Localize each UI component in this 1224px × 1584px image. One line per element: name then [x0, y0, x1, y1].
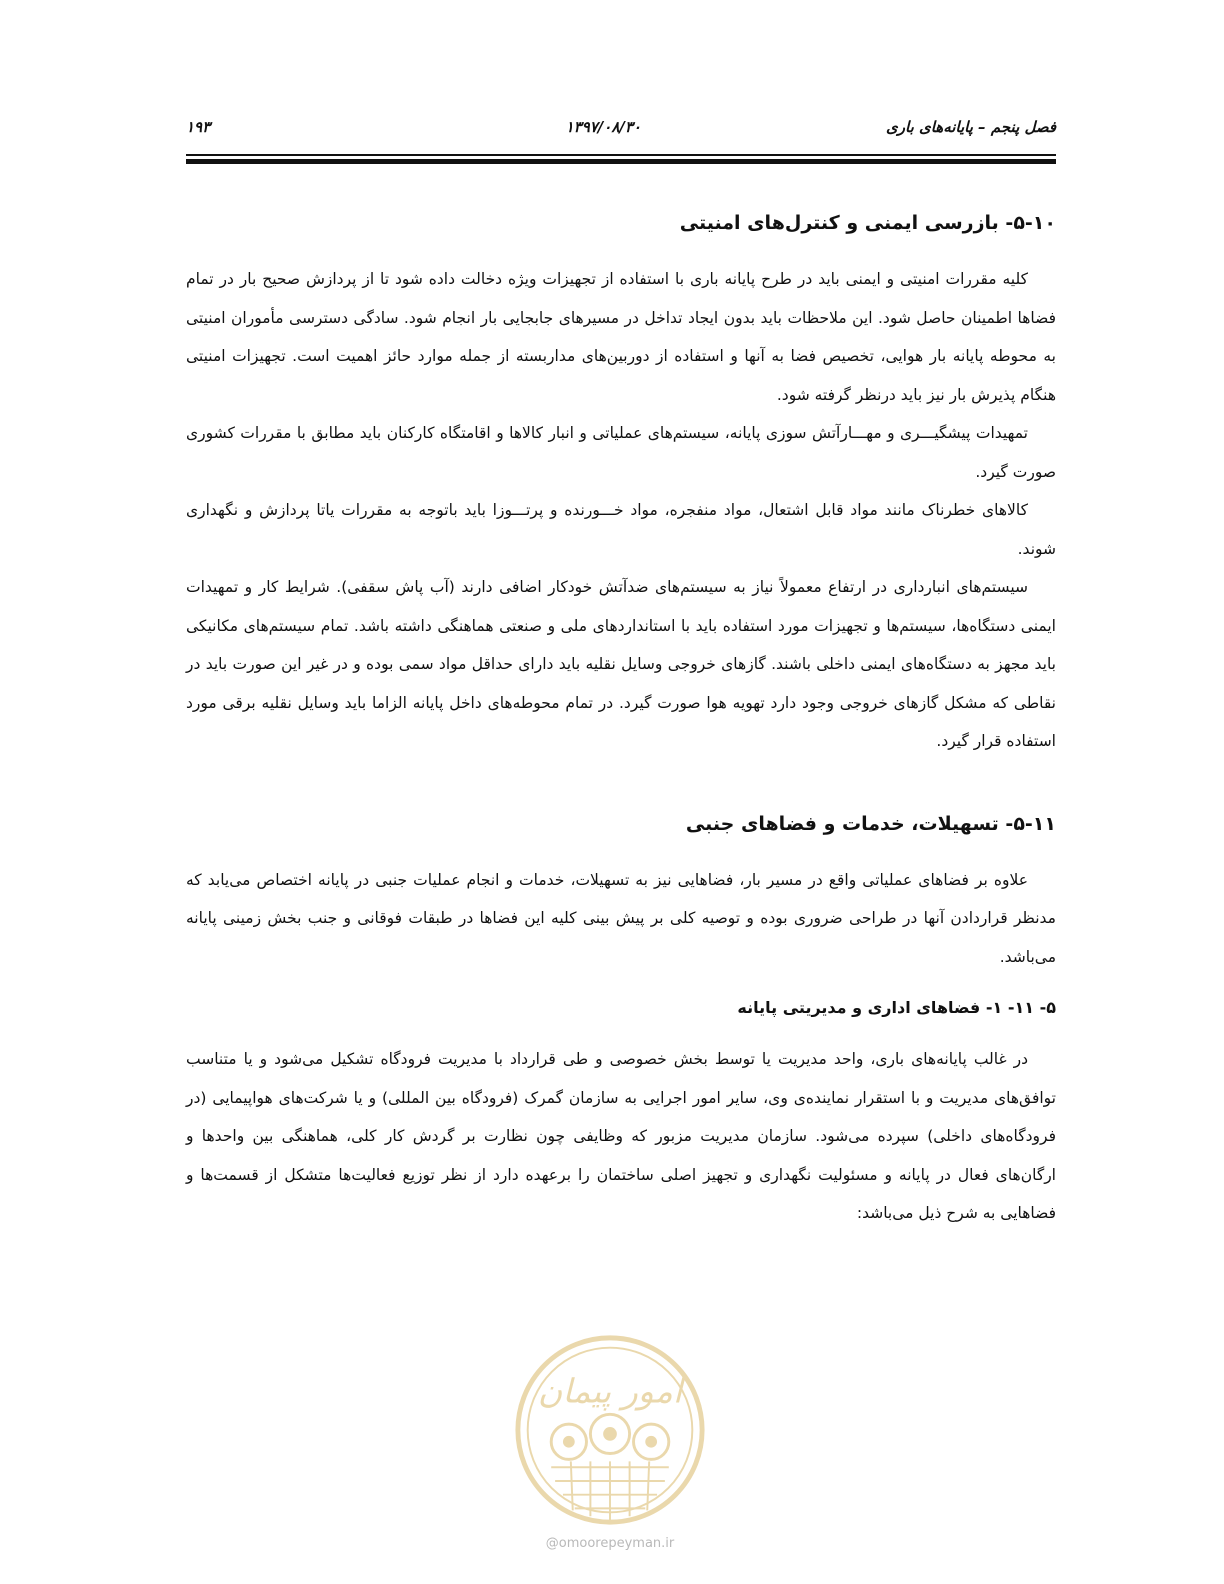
main-content	[186, 200, 1056, 1233]
running-header	[186, 118, 1056, 146]
paragraph: تمهیدات پیشگیـــری و مهـــارآتش سوزی پایانه، سیستم‌های عملیاتی و انبار کالاها و اقامتگاه کارکنان باید مطابق با مقررات کشوری صورت گیرد.	[186, 424, 1056, 481]
watermark-url: @omoorepeyman.ir	[545, 1536, 675, 1551]
watermark-logo-text: امور پیمان	[537, 1371, 683, 1411]
paragraph: کلیه مقررات امنیتی و ایمنی باید در طرح پایانه باری با استفاده از تجهیزات ویژه دخالت داده شود تا از پردازش صحیح بار در تمام فضاها اطمینان حاصل شود. این ملاحظات باید بدون ایجاد تداخل در مسیرهای جابجایی بار انجام شود. سادگی دسترسی مأموران امنیتی به محوطه پایانه بار هوایی، تخصیص فضا به آنها و استفاده از دوربین‌های مداربسته از جمله موارد حائز اهمیت است. تجهیزات امنیتی هنگام پذیرش بار نیز باید درنظر گرفته شود.	[186, 270, 1056, 404]
header-rule-thick	[186, 159, 1056, 164]
paragraph: سیستم‌های انبارداری در ارتفاع معمولاً نیاز به سیستم‌های ضدآتش خودکار اضافی دارند (آب پاش سقفی). شرایط کار و تمهیدات ایمنی دستگاه‌ها، سیستم‌ها و تجهیزات مورد استفاده باید با استانداردهای ملی و صنعتی هماهنگی داشته باشد. تمام سیستم‌های مکانیکی باید مجهز به دستگاه‌های ایمنی داخلی باشند. گازهای خروجی وسایل نقلیه باید دارای حداقل مواد سمی بوده و در غیر این صورت باید در نقاطی که مشکل گازهای خروجی وجود دارد تهویه هوا صورت گیرد. در تمام محوطه‌های داخل پایانه الزاما باید وسایل نقلیه برقی مورد استفاده قرار گیرد.	[186, 578, 1056, 750]
page-number: ۱۹۳	[186, 118, 211, 136]
header-rule-thin	[186, 154, 1056, 156]
header-date: ۱۳۹۷/۰۸/۳۰	[565, 118, 641, 136]
section-heading-5-11: ۵-۱۱- تسهیلات، خدمات و فضاهای جنبی	[685, 812, 1056, 835]
watermark-logo	[512, 1332, 708, 1528]
paragraph: کالاهای خطرناک مانند مواد قابل اشتعال، مواد منفجره، مواد خـــورنده و پرتـــوزا باید باتوجه به مقررات یاتا پردازش و نگهداری شوند.	[186, 501, 1056, 558]
chapter-title: فصل پنجم – پایانه‌های باری	[886, 118, 1056, 136]
paragraph: علاوه بر فضاهای عملیاتی واقع در مسیر بار، فضاهایی نیز به تسهیلات، خدمات و انجام عملیات جنبی در پایانه اختصاص می‌یابد که مدنظر قراردادن آنها در طراحی ضروری بوده و توصیه کلی بر پیش بینی کلیه این فضاها در طبقات فوقانی و جنب بخش زمینی پایانه می‌باشد.	[186, 870, 1056, 966]
paragraph: در غالب پایانه‌های باری، واحد مدیریت یا توسط بخش خصوصی و طی قرارداد با مدیریت فرودگاه تشکیل می‌شود و یا متناسب توافق‌های مدیریت و با استقرار نماینده‌ی وی، سایر امور اجرایی به سازمان گمرک (فرودگاه بین المللی) و یا شرکت‌های هواپیمایی (در فرودگاه‌های داخلی) سپرده می‌شود. سازمان مدیریت مزبور که وظایفی چون نظارت بر گردش کار کلی، هماهنگی بین واحدها و ارگان‌های فعال در پایانه و مسئولیت نگهداری و تجهیز اصلی ساختمان را برعهده دارد از نظر توزیع فعالیت‌ها متشکل از قسمت‌ها و فضاهایی به شرح ذیل می‌باشد:	[186, 1050, 1056, 1222]
section-heading-5-10: ۵-۱۰- بازرسی ایمنی و کنترل‌های امنیتی	[679, 212, 1056, 234]
subsection-heading-5-11-1: ۵- ۱۱- ۱- فضاهای اداری و مدیریتی پایانه	[737, 998, 1056, 1017]
